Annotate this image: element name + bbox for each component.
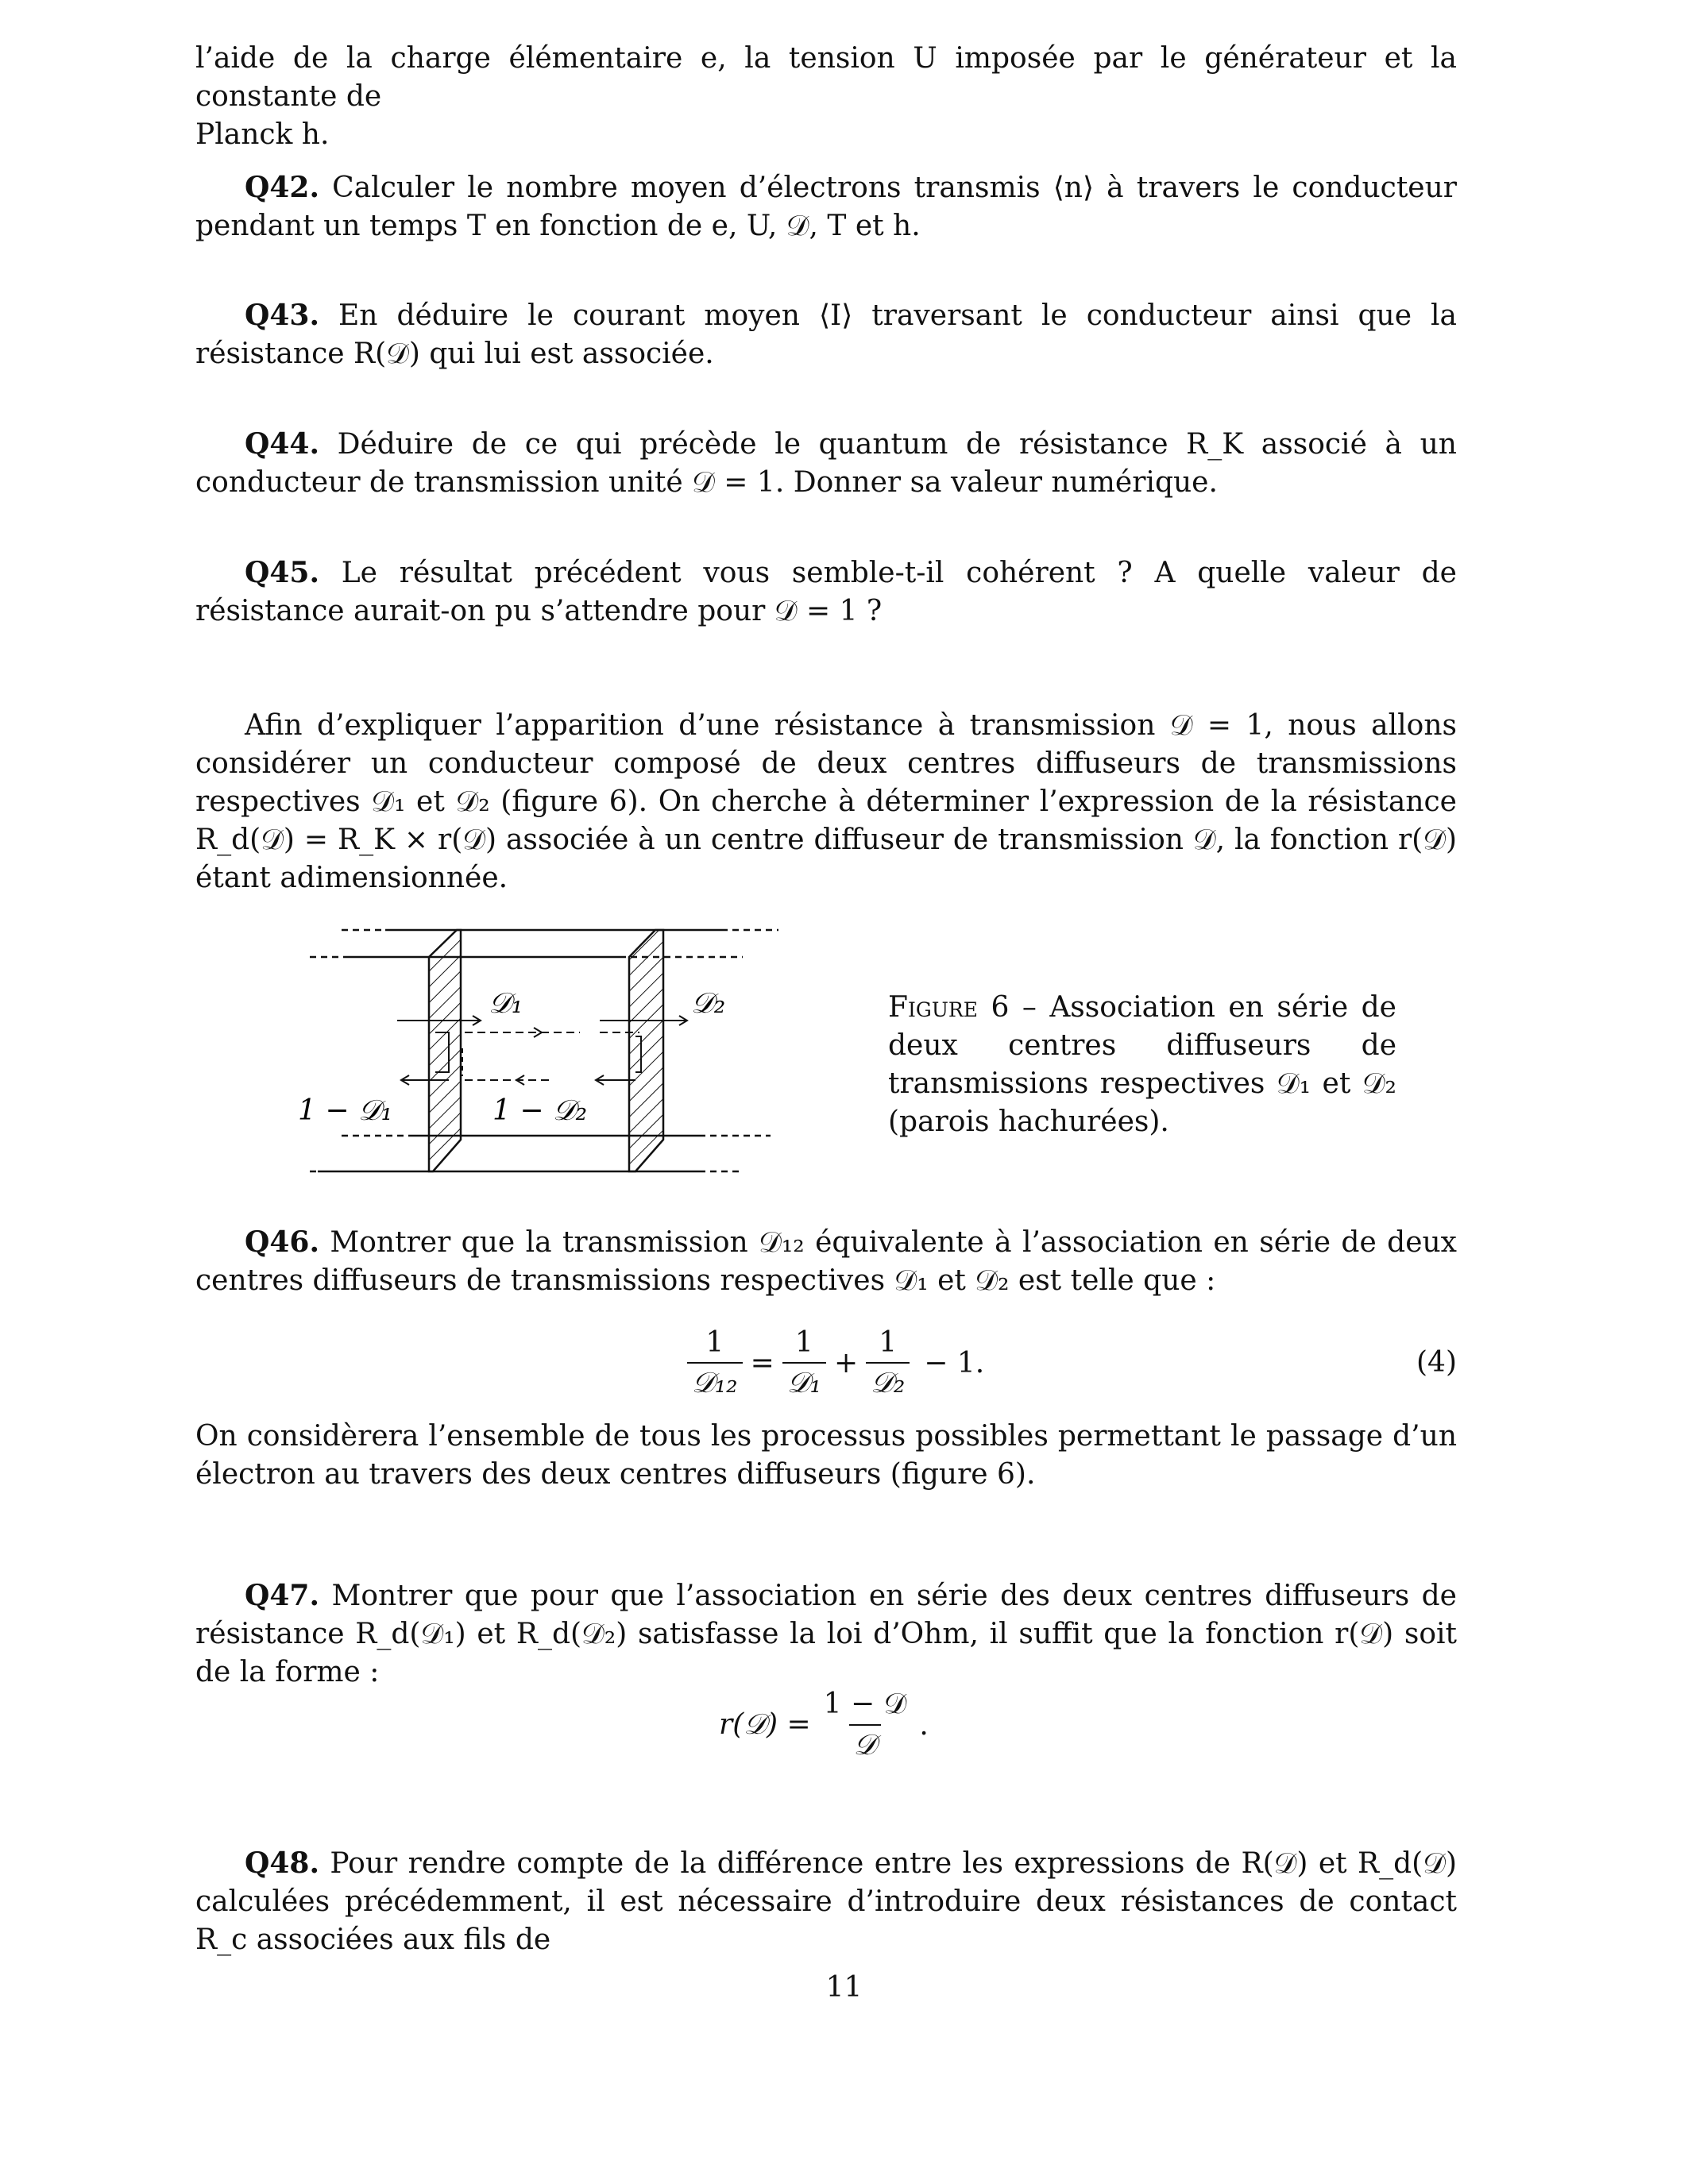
intro-line-2: Planck h. bbox=[195, 118, 330, 151]
q48-text: Pour rendre compte de la différence entre les expressions de R(𝒟) et R_d(𝒟) calculées précédemment, il est nécessaire d’introduire deux résistances de contact R_c associées aux fils de bbox=[195, 1847, 1457, 1956]
q48-label: Q48. bbox=[245, 1846, 319, 1880]
figure-6-caption bbox=[888, 989, 1396, 1141]
eq4-d2-den: 𝒟₂ bbox=[866, 1362, 910, 1400]
frac-r bbox=[819, 1688, 912, 1762]
eq4-d1-num: 1 bbox=[794, 1326, 813, 1359]
q43-label: Q43. bbox=[245, 299, 319, 332]
q47-label: Q47. bbox=[245, 1579, 319, 1612]
eq4-plus: + bbox=[833, 1347, 859, 1379]
scatterer-wall-1 bbox=[429, 930, 461, 1171]
equation-r-of-d bbox=[719, 1688, 929, 1762]
q43-text: En déduire le courant moyen ⟨I⟩ traversant le conducteur ainsi que la résistance R(𝒟) qui lui est associée. bbox=[195, 299, 1457, 370]
equation-4 bbox=[679, 1326, 984, 1400]
question-48 bbox=[195, 1844, 1457, 1959]
q44-label: Q44. bbox=[245, 427, 319, 461]
eq4-d1-den: 𝒟₁ bbox=[782, 1362, 826, 1400]
figure-6-diagram bbox=[286, 909, 794, 1187]
caption-text: – Association en série de deux centres diffuseurs de transmissions respectives 𝒟₁ et 𝒟₂ (parois hachurées). bbox=[888, 991, 1396, 1138]
page-number: 11 bbox=[825, 1971, 863, 2004]
frac-d2 bbox=[866, 1326, 910, 1400]
q45-text: Le résultat précédent vous semble-t-il cohérent ? A quelle valeur de résistance aurait-on pu s’attendre pour 𝒟 = 1 ? bbox=[195, 557, 1457, 627]
label-1-minus-d2: 1 − 𝒟₂ bbox=[492, 1094, 588, 1127]
question-42 bbox=[195, 168, 1457, 245]
eq5-den: 𝒟 bbox=[849, 1724, 882, 1762]
q46-label: Q46. bbox=[245, 1225, 319, 1259]
eq4-d2-num: 1 bbox=[879, 1326, 898, 1359]
eq4-lhs-num: 1 bbox=[705, 1326, 724, 1359]
intro-line-1: l’aide de la charge élémentaire e, la tension U imposée par le générateur et la constante de bbox=[195, 42, 1457, 113]
intro-paragraph bbox=[195, 40, 1457, 154]
conductor-rails bbox=[310, 930, 778, 1171]
label-d2: 𝒟₂ bbox=[691, 987, 726, 1020]
equation-4-number: (4) bbox=[1416, 1346, 1457, 1379]
context-paragraph: Afin d’expliquer l’apparition d’une résistance à transmission 𝒟 = 1, nous allons considérer un conducteur composé de deux centres diffuseurs de transmissions respectives 𝒟₁ et 𝒟₂ (figure 6). On cherche à déterminer l’expression de la résistance R_d(𝒟) = R_K × r(𝒟) associée à un centre diffuseur de transmission 𝒟, la fonction r(𝒟) étant adimensionnée. bbox=[195, 709, 1457, 894]
scatterer-wall-2 bbox=[629, 930, 663, 1171]
after-q46-paragraph: On considèrera l’ensemble de tous les processus possibles permettant le passage d’un électron au travers des deux centres diffuseurs (figure 6). bbox=[195, 1420, 1457, 1491]
frac-lhs bbox=[687, 1326, 743, 1400]
q46-text: Montrer que la transmission 𝒟₁₂ équivalente à l’association en série de deux centres diffuseurs de transmissions respectives 𝒟₁ et 𝒟₂ est telle que : bbox=[195, 1226, 1457, 1297]
label-d1: 𝒟₁ bbox=[489, 987, 523, 1020]
q47-text: Montrer que pour que l’association en série des deux centres diffuseurs de résistance R_d(𝒟₁) et R_d(𝒟₂) satisfasse la loi d’Ohm, il suffit que la fonction r(𝒟) soit de la forme : bbox=[195, 1580, 1457, 1688]
label-1-minus-d1: 1 − 𝒟₁ bbox=[298, 1094, 393, 1127]
caption-head: Figure 6 bbox=[888, 991, 1010, 1024]
eq5-lhs: r(𝒟) = bbox=[719, 1708, 811, 1741]
question-44 bbox=[195, 425, 1457, 502]
eq5-end: . bbox=[919, 1708, 929, 1742]
eq4-equals: = bbox=[750, 1347, 774, 1379]
q45-label: Q45. bbox=[245, 556, 319, 589]
question-47 bbox=[195, 1576, 1457, 1692]
eq5-num: 1 − 𝒟 bbox=[823, 1688, 907, 1720]
eq4-lhs-den: 𝒟₁₂ bbox=[687, 1362, 743, 1400]
q42-text: Calculer le nombre moyen d’électrons transmis ⟨n⟩ à travers le conducteur pendant un temps T en fonction de e, U, 𝒟, T et h. bbox=[195, 172, 1457, 242]
q42-label: Q42. bbox=[245, 171, 319, 204]
frac-d1 bbox=[782, 1326, 826, 1400]
question-43 bbox=[195, 296, 1457, 373]
question-45 bbox=[195, 554, 1457, 631]
question-46 bbox=[195, 1223, 1457, 1300]
q44-text: Déduire de ce qui précède le quantum de résistance R_K associé à un conducteur de transmission unité 𝒟 = 1. Donner sa valeur numérique. bbox=[195, 428, 1457, 499]
eq4-tail: − 1. bbox=[924, 1347, 985, 1379]
